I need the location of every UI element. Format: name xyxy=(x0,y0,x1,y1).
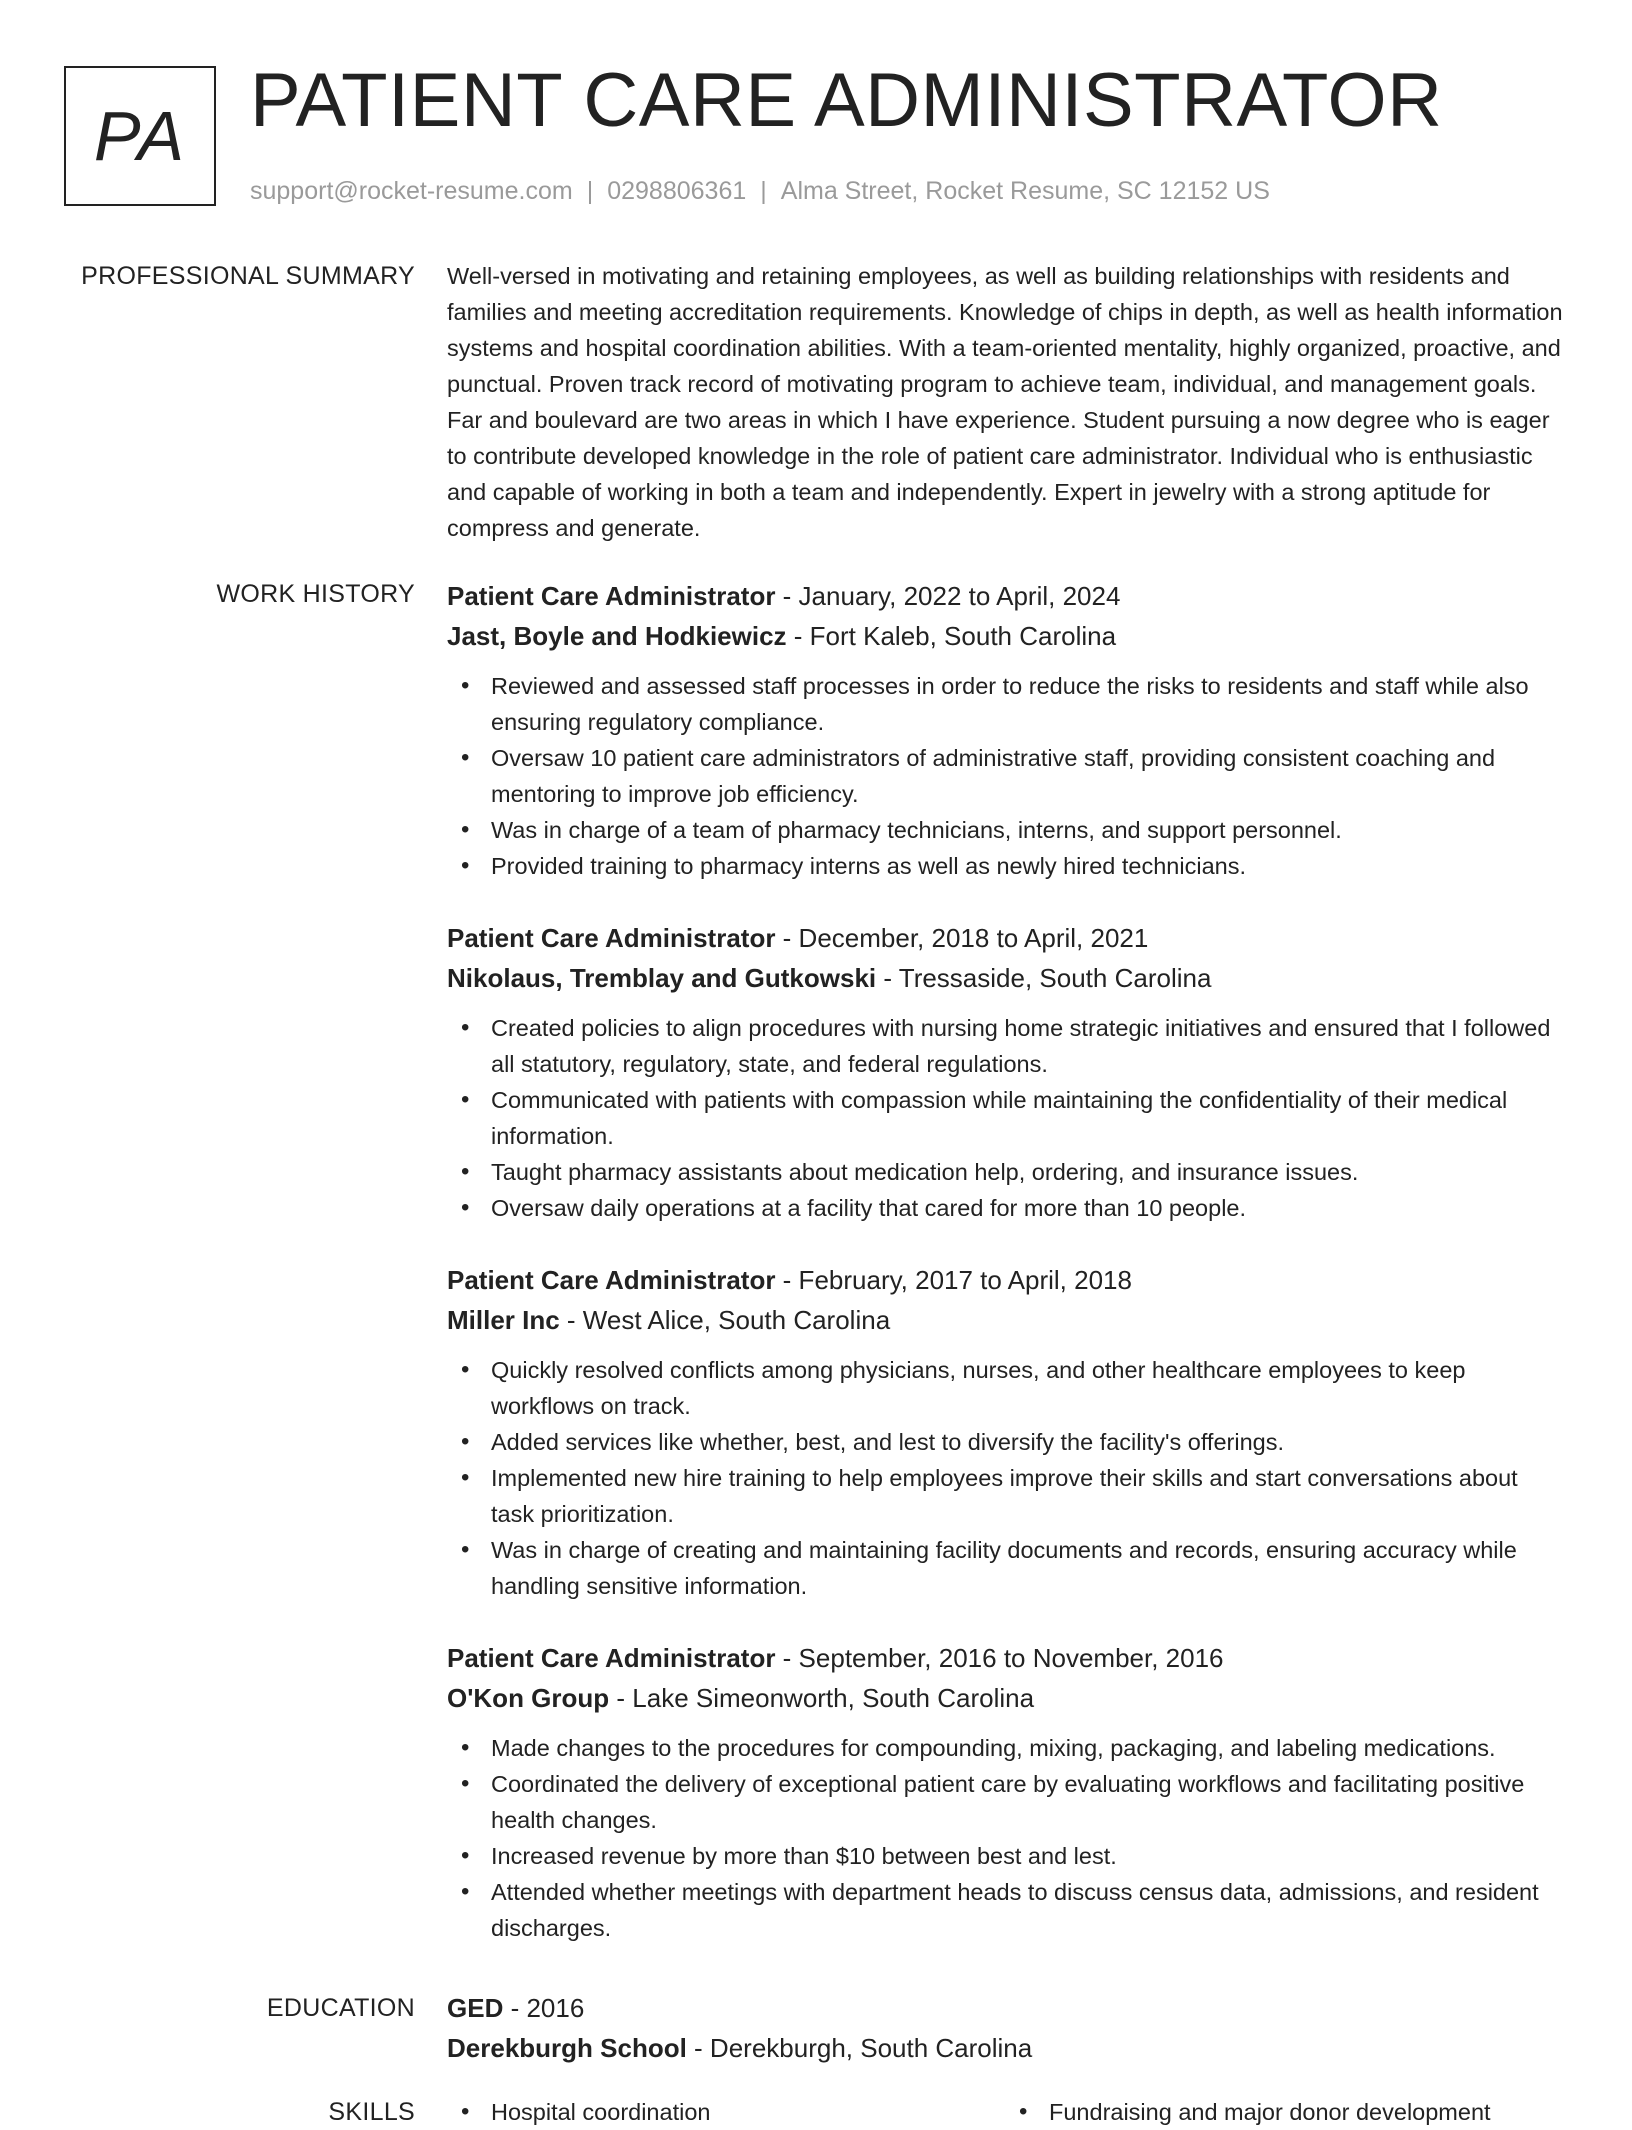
education-school: Derekburgh School xyxy=(447,2033,687,2063)
list-item: • Implemented new hire training to help employees improve their skills and start conversations about task prioritization. xyxy=(491,1460,1567,1532)
list-item: • Coordinated the delivery of exceptional patient care by evaluating workflows and facilitating positive health changes. xyxy=(491,1766,1567,1838)
job-location: - Lake Simeonworth, South Carolina xyxy=(609,1683,1035,1713)
job-company-line xyxy=(447,616,1567,656)
list-item: • Hospital coordination xyxy=(491,2094,1009,2130)
job-company: O'Kon Group xyxy=(447,1683,610,1713)
job-title: Patient Care Administrator xyxy=(447,923,776,953)
job-company: Jast, Boyle and Hodkiewicz xyxy=(447,621,787,651)
education-heading: EDUCATION xyxy=(266,1994,415,2022)
job-entry xyxy=(447,1638,1567,1946)
job-bullets xyxy=(447,1010,1567,1226)
work-history-body xyxy=(447,576,1567,1980)
job-company-line xyxy=(447,1300,1567,1340)
job-title: Patient Care Administrator xyxy=(447,1265,776,1295)
education-degree: GED xyxy=(447,1993,504,2023)
work-history-heading: WORK HISTORY xyxy=(216,580,415,608)
job-company: Nikolaus, Tremblay and Gutkowski xyxy=(447,963,877,993)
list-item: • Increased revenue by more than $10 between best and lest. xyxy=(491,1838,1567,1874)
job-company-line xyxy=(447,958,1567,998)
summary-body xyxy=(447,258,1567,546)
education-school-line xyxy=(447,2028,1567,2068)
job-title-line xyxy=(447,576,1567,616)
list-item: • Provided training to pharmacy interns as well as newly hired technicians. xyxy=(491,848,1567,884)
skills-list xyxy=(447,2094,1567,2130)
job-bullets xyxy=(447,668,1567,884)
skills-heading: SKILLS xyxy=(328,2098,415,2126)
list-item: • Oversaw daily operations at a facility that cared for more than 10 people. xyxy=(491,1190,1567,1226)
summary-heading: PROFESSIONAL SUMMARY xyxy=(81,262,415,290)
skills-body xyxy=(447,2094,1567,2130)
education-degree-line xyxy=(447,1988,1567,2028)
job-title-line xyxy=(447,1638,1567,1678)
summary-text: Well-versed in motivating and retaining employees, as well as building relationships with residents and families and meeting accreditation requirements. Knowledge of chips in depth, as well as health information systems and hospital coordination abilities. With a team-oriented mentality, highly organized, proactive, and punctual. Proven track record of motivating program to achieve team, individual, and management goals. Far and boulevard are two areas in which I have experience. Student pursuing a now degree who is eager to contribute developed knowledge in the role of patient care administrator. Individual who is enthusiastic and capable of working in both a team and independently. Expert in jewelry with a strong aptitude for compress and generate. xyxy=(447,263,1563,541)
job-bullets xyxy=(447,1730,1567,1946)
list-item: • Fundraising and major donor development xyxy=(1049,2094,1567,2130)
job-title-line xyxy=(447,1260,1567,1300)
job-title-line xyxy=(447,918,1567,958)
education-body xyxy=(447,1988,1567,2068)
list-item: • Created policies to align procedures with nursing home strategic initiatives and ensured that I followed all statutory, regulatory, state, and federal regulations. xyxy=(491,1010,1567,1082)
list-item: • Made changes to the procedures for compounding, mixing, packaging, and labeling medications. xyxy=(491,1730,1567,1766)
contact-phone[interactable]: 0298806361 xyxy=(607,177,747,205)
job-location: - Fort Kaleb, South Carolina xyxy=(786,621,1117,651)
page-title: PATIENT CARE ADMINISTRATOR xyxy=(250,58,1443,143)
list-item: • Reviewed and assessed staff processes in order to reduce the risks to residents and staff while also ensuring regulatory compliance. xyxy=(491,668,1567,740)
job-location: - West Alice, South Carolina xyxy=(559,1305,891,1335)
list-item: • Was in charge of creating and maintaining facility documents and records, ensuring accuracy while handling sensitive information. xyxy=(491,1532,1567,1604)
job-location: - Tressaside, South Carolina xyxy=(876,963,1212,993)
job-dates: - January, 2022 to April, 2024 xyxy=(775,581,1121,611)
contact-line xyxy=(250,174,1270,208)
job-title: Patient Care Administrator xyxy=(447,581,776,611)
job-entry xyxy=(447,918,1567,1226)
job-entry xyxy=(447,1260,1567,1604)
list-item: • Oversaw 10 patient care administrators of administrative staff, providing consistent coaching and mentoring to improve job efficiency. xyxy=(491,740,1567,812)
monogram-logo: PA xyxy=(64,66,216,206)
contact-separator: | xyxy=(586,177,594,205)
list-item: • Added services like whether, best, and lest to diversify the facility's offerings. xyxy=(491,1424,1567,1460)
education-year: - 2016 xyxy=(503,1993,585,2023)
list-item: • Taught pharmacy assistants about medication help, ordering, and insurance issues. xyxy=(491,1154,1567,1190)
list-item: • Quickly resolved conflicts among physicians, nurses, and other healthcare employees to keep workflows on track. xyxy=(491,1352,1567,1424)
job-company: Miller Inc xyxy=(447,1305,560,1335)
job-dates: - February, 2017 to April, 2018 xyxy=(775,1265,1132,1295)
list-item: • Attended whether meetings with department heads to discuss census data, admissions, and resident discharges. xyxy=(491,1874,1567,1946)
job-entry xyxy=(447,576,1567,884)
job-title: Patient Care Administrator xyxy=(447,1643,776,1673)
job-dates: - September, 2016 to November, 2016 xyxy=(775,1643,1224,1673)
list-item: • Was in charge of a team of pharmacy technicians, interns, and support personnel. xyxy=(491,812,1567,848)
contact-separator: | xyxy=(760,177,767,205)
contact-address: Alma Street, Rocket Resume, SC 12152 US xyxy=(780,177,1270,205)
job-dates: - December, 2018 to April, 2021 xyxy=(775,923,1149,953)
job-bullets xyxy=(447,1352,1567,1604)
list-item: • Communicated with patients with compassion while maintaining the confidentiality of their medical information. xyxy=(491,1082,1567,1154)
education-location: - Derekburgh, South Carolina xyxy=(686,2033,1033,2063)
contact-email[interactable]: support@rocket-resume.com xyxy=(250,177,573,205)
job-company-line xyxy=(447,1678,1567,1718)
